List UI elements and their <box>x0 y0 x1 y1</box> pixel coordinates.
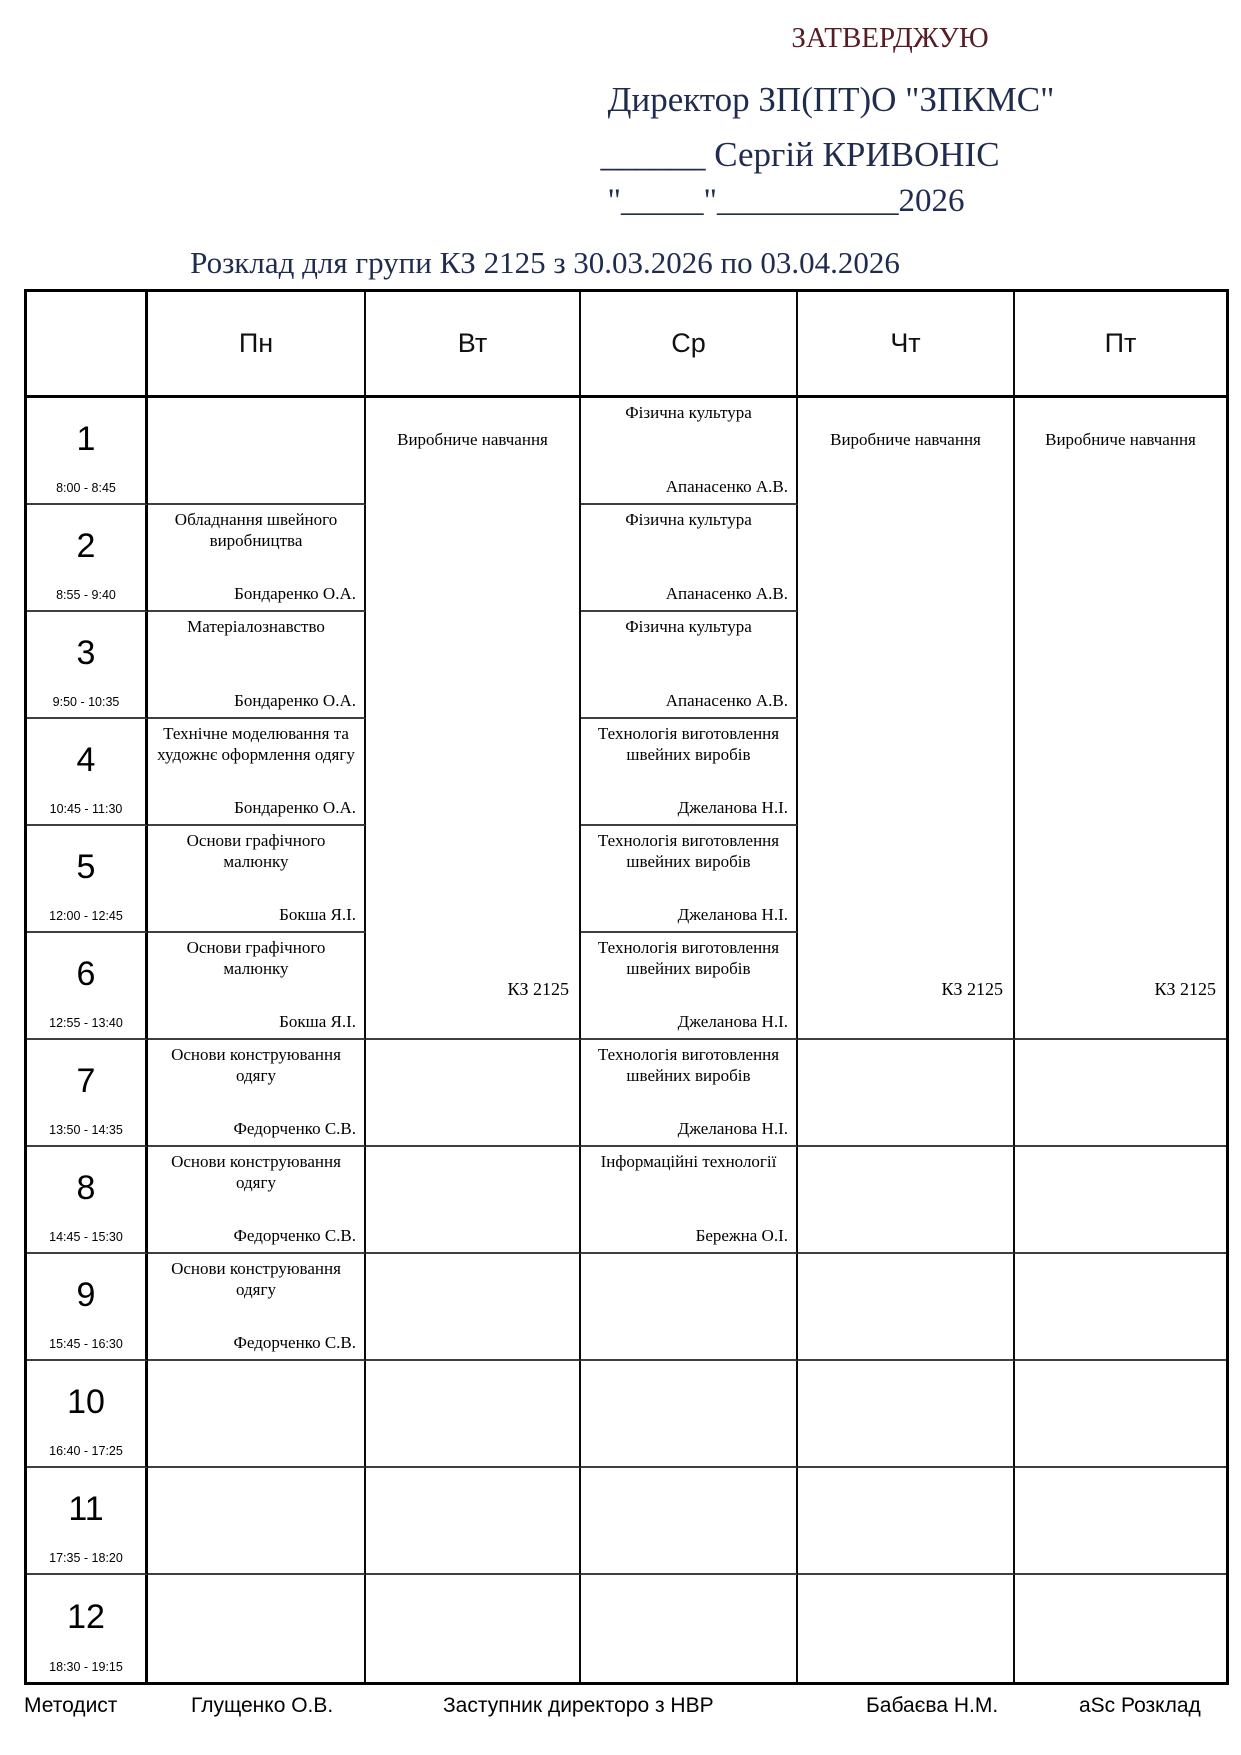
lesson-cell-tue-10-empty <box>366 1361 581 1468</box>
period-time: 8:55 - 9:40 <box>56 588 116 602</box>
timetable-grid <box>24 289 1229 1685</box>
director-title-line: Директор ЗП(ПТ)О "ЗПКМС" <box>607 80 1055 119</box>
lesson-cell-tue-9-empty <box>366 1254 581 1361</box>
group-label: КЗ 2125 <box>1154 979 1216 999</box>
subject-text: Матеріалознавство <box>187 617 325 636</box>
lesson-cell-tue-7-empty <box>366 1040 581 1147</box>
day-header-mon: Пн <box>148 292 366 398</box>
lesson-cell-mon-7 <box>148 1040 366 1147</box>
period-cell-1 <box>27 398 148 505</box>
period-number: 10 <box>67 1383 105 1421</box>
subject-text: Виробниче навчання <box>830 430 981 449</box>
period-time: 10:45 - 11:30 <box>49 802 123 816</box>
teacher-name: Бокша Я.І. <box>279 905 356 924</box>
teacher-name: Федорченко С.В. <box>233 1226 356 1245</box>
period-number: 6 <box>76 955 96 993</box>
period-number: 12 <box>67 1598 105 1636</box>
footer-name-hlushchenko: Глущенко О.В. <box>191 1694 334 1717</box>
teacher-name: Апанасенко А.В. <box>665 477 788 496</box>
subject-text: Основи графічного малюнку <box>186 938 326 978</box>
period-number: 1 <box>76 420 96 458</box>
period-number: 2 <box>76 527 96 565</box>
lesson-cell-wed-2 <box>581 505 798 612</box>
lesson-cell-wed-12-empty <box>581 1575 798 1682</box>
day-header-wed: Ср <box>581 292 798 398</box>
subject-text: Основи конструювання одягу <box>171 1152 341 1192</box>
lesson-cell-mon-3 <box>148 612 366 719</box>
subject-text: Технологія виготовлення швейних виробів <box>597 1045 780 1085</box>
period-time: 13:50 - 14:35 <box>49 1123 123 1137</box>
subject-text: Фізична культура <box>625 510 752 529</box>
lesson-cell-thu-12-empty <box>798 1575 1015 1682</box>
director-signature-line: ______ Сергій КРИВОНІС <box>600 135 1000 174</box>
lesson-cell-fri-7-empty <box>1015 1040 1226 1147</box>
lesson-cell-thu-9-empty <box>798 1254 1015 1361</box>
teacher-name: Апанасенко А.В. <box>665 584 788 603</box>
lesson-cell-wed-3 <box>581 612 798 719</box>
lesson-cell-thu-11-empty <box>798 1468 1015 1575</box>
teacher-name: Джеланова Н.І. <box>677 798 788 817</box>
lesson-cell-fri-merged <box>1015 398 1226 1040</box>
day-header-thu: Чт <box>798 292 1015 398</box>
lesson-cell-mon-4 <box>148 719 366 826</box>
group-label: КЗ 2125 <box>941 979 1003 999</box>
period-number: 7 <box>76 1062 96 1100</box>
period-cell-7 <box>27 1040 148 1147</box>
period-cell-3 <box>27 612 148 719</box>
lesson-cell-tue-8-empty <box>366 1147 581 1254</box>
day-header-fri: Пт <box>1015 292 1226 398</box>
lesson-cell-mon-12-empty <box>148 1575 366 1682</box>
period-cell-12 <box>27 1575 148 1682</box>
period-time: 9:50 - 10:35 <box>52 695 120 709</box>
lesson-cell-fri-9-empty <box>1015 1254 1226 1361</box>
lesson-cell-mon-6 <box>148 933 366 1040</box>
lesson-cell-wed-8 <box>581 1147 798 1254</box>
subject-text: Основи конструювання одягу <box>171 1259 341 1299</box>
subject-text: Технологія виготовлення швейних виробів <box>597 831 780 871</box>
teacher-name: Бондаренко О.А. <box>234 691 356 710</box>
lesson-cell-mon-1 <box>148 398 366 505</box>
lesson-cell-mon-8 <box>148 1147 366 1254</box>
lesson-cell-mon-11-empty <box>148 1468 366 1575</box>
period-time: 12:00 - 12:45 <box>49 909 123 923</box>
period-cell-8 <box>27 1147 148 1254</box>
period-time: 14:45 - 15:30 <box>49 1230 123 1244</box>
teacher-name: Бережна О.І. <box>695 1226 788 1245</box>
subject-text: Фізична культура <box>625 617 752 636</box>
subject-text: Технологія виготовлення швейних виробів <box>597 724 780 764</box>
period-cell-10 <box>27 1361 148 1468</box>
teacher-name: Федорченко С.В. <box>233 1119 356 1138</box>
lesson-cell-wed-11-empty <box>581 1468 798 1575</box>
lesson-cell-tue-12-empty <box>366 1575 581 1682</box>
lesson-cell-fri-8-empty <box>1015 1147 1226 1254</box>
subject-text: Технічне моделювання та художнє оформлення одягу <box>157 724 355 764</box>
period-cell-6 <box>27 933 148 1040</box>
period-number: 8 <box>76 1169 96 1207</box>
lesson-cell-fri-12-empty <box>1015 1575 1226 1682</box>
period-cell-11 <box>27 1468 148 1575</box>
period-time: 17:35 - 18:20 <box>49 1551 123 1565</box>
lesson-cell-mon-2 <box>148 505 366 612</box>
lesson-cell-mon-9 <box>148 1254 366 1361</box>
period-cell-2 <box>27 505 148 612</box>
lesson-cell-wed-1 <box>581 398 798 505</box>
subject-text: Основи графічного малюнку <box>186 831 326 871</box>
teacher-name: Бондаренко О.А. <box>234 584 356 603</box>
subject-text: Фізична культура <box>625 403 752 422</box>
period-cell-9 <box>27 1254 148 1361</box>
subject-text: Обладнання швейного виробництва <box>174 510 338 550</box>
lesson-cell-mon-10-empty <box>148 1361 366 1468</box>
period-cell-5 <box>27 826 148 933</box>
period-time: 12:55 - 13:40 <box>49 1016 123 1030</box>
approval-date-line: "_____"___________2026 <box>607 183 965 219</box>
lesson-cell-tue-11-empty <box>366 1468 581 1575</box>
teacher-name: Бондаренко О.А. <box>234 798 356 817</box>
period-number: 9 <box>76 1276 96 1314</box>
period-number: 11 <box>68 1490 104 1528</box>
subject-text: Виробниче навчання <box>1045 430 1196 449</box>
lesson-cell-wed-9-empty <box>581 1254 798 1361</box>
period-time: 8:00 - 8:45 <box>56 481 116 495</box>
lesson-cell-wed-5 <box>581 826 798 933</box>
period-number: 4 <box>76 741 96 779</box>
approve-stamp: ЗАТВЕРДЖУЮ <box>791 22 989 54</box>
period-number: 3 <box>76 634 96 672</box>
subject-text: Технологія виготовлення швейних виробів <box>597 938 780 978</box>
lesson-cell-wed-10-empty <box>581 1361 798 1468</box>
teacher-name: Джеланова Н.І. <box>677 1119 788 1138</box>
teacher-name: Бокша Я.І. <box>279 1012 356 1031</box>
footer-role-deputy-director: Заступник директоро з НВР <box>443 1694 714 1717</box>
footer-asc-rozklad-label: aSc Розклад <box>1079 1694 1201 1717</box>
lesson-cell-fri-10-empty <box>1015 1361 1226 1468</box>
lesson-cell-thu-10-empty <box>798 1361 1015 1468</box>
lesson-cell-thu-merged <box>798 398 1015 1040</box>
lesson-cell-thu-7-empty <box>798 1040 1015 1147</box>
lesson-cell-wed-6 <box>581 933 798 1040</box>
teacher-name: Федорченко С.В. <box>233 1333 356 1352</box>
schedule-title: Розклад для групи КЗ 2125 з 30.03.2026 по 03.04.2026 <box>190 245 900 280</box>
footer-name-babaieva: Бабаєва Н.М. <box>866 1694 999 1717</box>
lesson-cell-tue-merged <box>366 398 581 1040</box>
group-label: КЗ 2125 <box>507 979 569 999</box>
subject-text: Інформаційні технології <box>600 1152 777 1171</box>
subject-text: Основи конструювання одягу <box>171 1045 341 1085</box>
teacher-name: Джеланова Н.І. <box>677 1012 788 1031</box>
lesson-cell-wed-4 <box>581 719 798 826</box>
corner-cell <box>27 292 148 398</box>
footer-role-metodyst: Методист <box>24 1694 118 1717</box>
period-number: 5 <box>76 848 96 886</box>
day-header-tue: Вт <box>366 292 581 398</box>
lesson-cell-wed-7 <box>581 1040 798 1147</box>
period-time: 16:40 - 17:25 <box>49 1444 123 1458</box>
lesson-cell-fri-11-empty <box>1015 1468 1226 1575</box>
lesson-cell-thu-8-empty <box>798 1147 1015 1254</box>
teacher-name: Апанасенко А.В. <box>665 691 788 710</box>
lesson-cell-mon-5 <box>148 826 366 933</box>
teacher-name: Джеланова Н.І. <box>677 905 788 924</box>
period-time: 18:30 - 19:15 <box>49 1660 123 1674</box>
period-cell-4 <box>27 719 148 826</box>
period-time: 15:45 - 16:30 <box>49 1337 123 1351</box>
subject-text: Виробниче навчання <box>397 430 548 449</box>
